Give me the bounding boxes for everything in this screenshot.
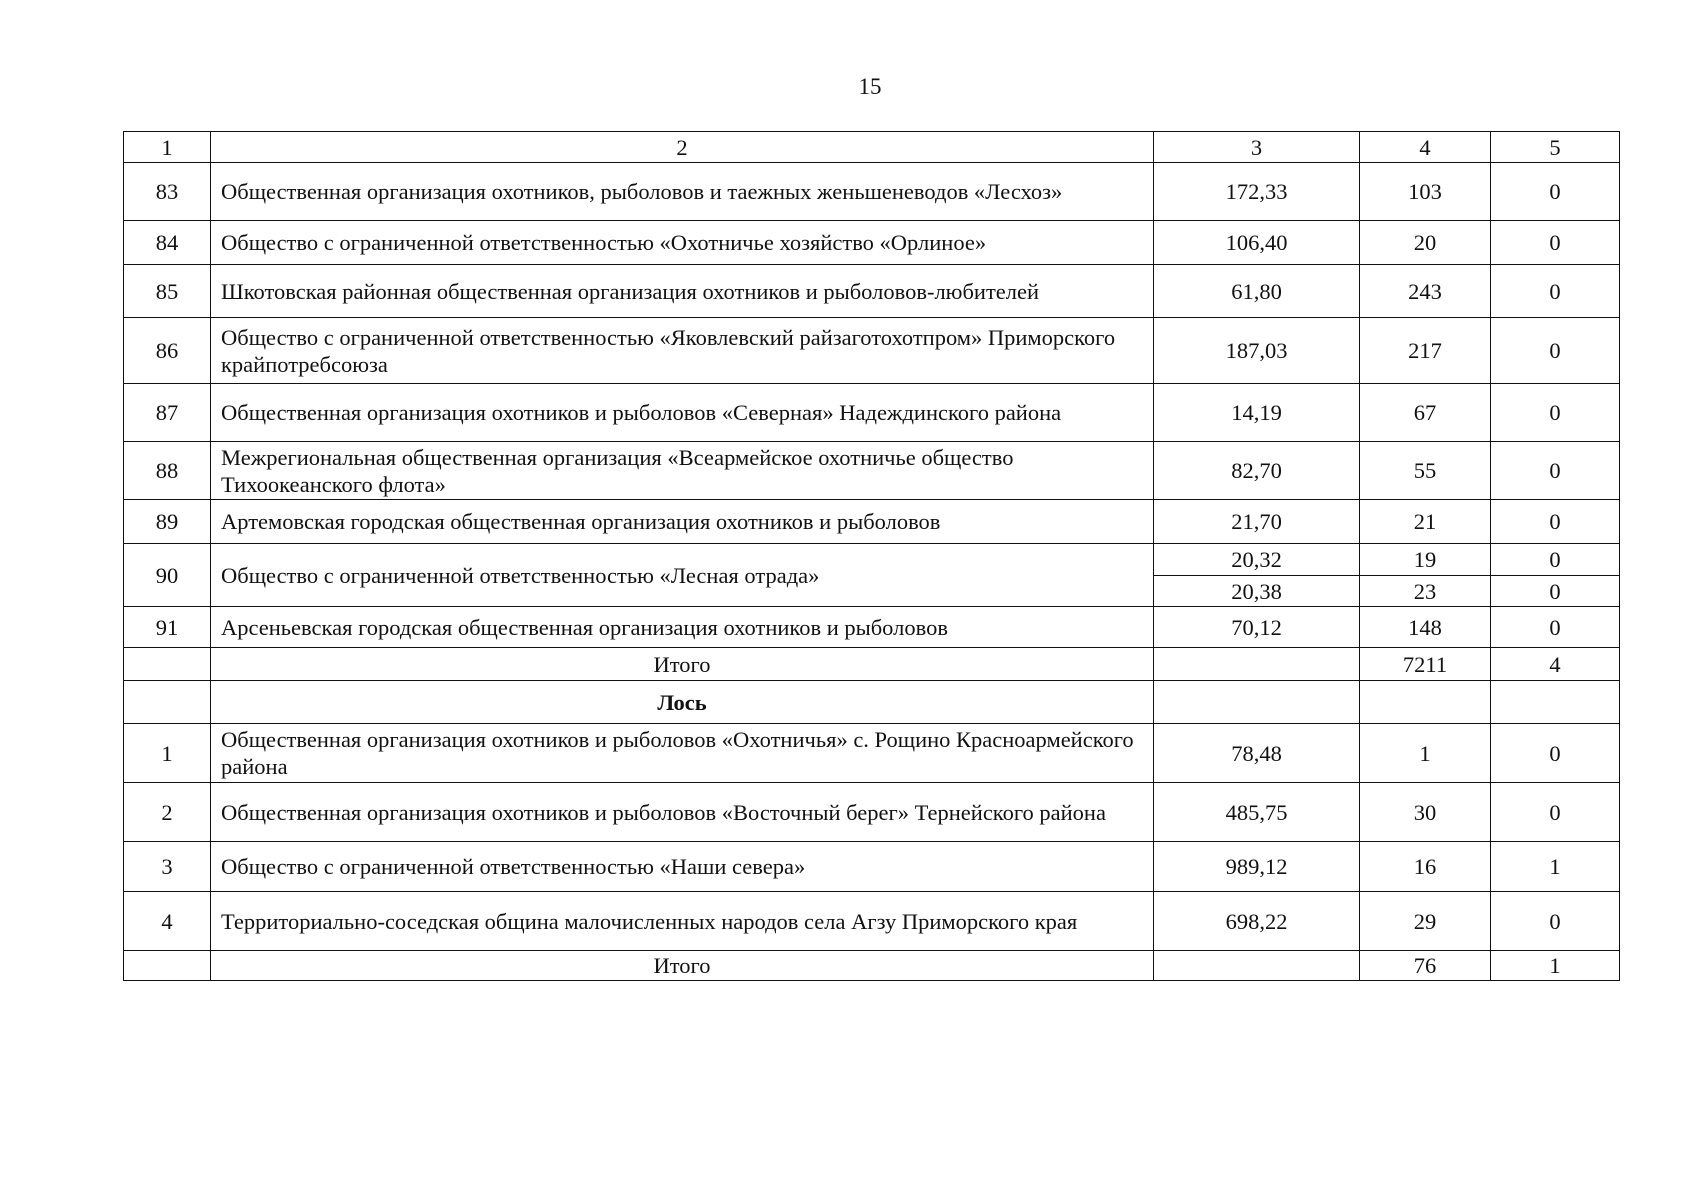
area-value: 70,12 bbox=[1154, 607, 1360, 648]
empty-cell bbox=[1360, 681, 1491, 724]
area-value: 61,80 bbox=[1154, 265, 1360, 318]
count-value: 29 bbox=[1360, 892, 1491, 951]
empty-cell bbox=[124, 681, 211, 724]
limit-value: 0 bbox=[1491, 221, 1620, 265]
row-number: 91 bbox=[124, 607, 211, 648]
limit-value: 0 bbox=[1491, 607, 1620, 648]
organization-name: Межрегиональная общественная организация «Всеармейское охотничье общество Тихоокеанского флота» bbox=[211, 442, 1154, 500]
area-value: 78,48 bbox=[1154, 724, 1360, 783]
row-number: 90 bbox=[124, 544, 211, 607]
area-value: 20,32 bbox=[1154, 544, 1360, 576]
table-row bbox=[124, 384, 1620, 442]
header-cell: 1 bbox=[124, 132, 211, 163]
organization-name: Территориально-соседская община малочисленных народов села Агзу Приморского края bbox=[211, 892, 1154, 951]
count-value: 217 bbox=[1360, 318, 1491, 384]
empty-cell bbox=[124, 648, 211, 681]
limit-value: 0 bbox=[1491, 892, 1620, 951]
area-value: 187,03 bbox=[1154, 318, 1360, 384]
count-value: 19 bbox=[1360, 544, 1491, 576]
area-value: 14,19 bbox=[1154, 384, 1360, 442]
organization-name: Общество с ограниченной ответственностью «Наши севера» bbox=[211, 842, 1154, 892]
count-value: 30 bbox=[1360, 783, 1491, 842]
limit-value: 0 bbox=[1491, 783, 1620, 842]
area-value: 698,22 bbox=[1154, 892, 1360, 951]
count-value: 21 bbox=[1360, 500, 1491, 544]
empty-cell bbox=[124, 951, 211, 981]
area-value: 485,75 bbox=[1154, 783, 1360, 842]
total-limit: 4 bbox=[1491, 648, 1620, 681]
header-cell: 2 bbox=[211, 132, 1154, 163]
count-value: 148 bbox=[1360, 607, 1491, 648]
organization-name: Общество с ограниченной ответственностью «Яковлевский райзаготохотпром» Приморского крайпотребсоюза bbox=[211, 318, 1154, 384]
organization-name: Общество с ограниченной ответственностью «Охотничье хозяйство «Орлиное» bbox=[211, 221, 1154, 265]
table-row bbox=[124, 842, 1620, 892]
row-number: 83 bbox=[124, 163, 211, 221]
row-number: 88 bbox=[124, 442, 211, 500]
organization-name: Артемовская городская общественная организация охотников и рыболовов bbox=[211, 500, 1154, 544]
table-row bbox=[124, 318, 1620, 384]
total-row bbox=[124, 648, 1620, 681]
limit-value: 0 bbox=[1491, 500, 1620, 544]
count-value: 103 bbox=[1360, 163, 1491, 221]
count-value: 23 bbox=[1360, 576, 1491, 607]
table-row bbox=[124, 163, 1620, 221]
row-number: 1 bbox=[124, 724, 211, 783]
organization-name: Общественная организация охотников, рыболовов и таежных женьшеневодов «Лесхоз» bbox=[211, 163, 1154, 221]
row-number: 86 bbox=[124, 318, 211, 384]
area-value: 20,38 bbox=[1154, 576, 1360, 607]
limit-value: 0 bbox=[1491, 576, 1620, 607]
area-value: 172,33 bbox=[1154, 163, 1360, 221]
page-number: 15 bbox=[858, 74, 882, 99]
header-cell: 4 bbox=[1360, 132, 1491, 163]
header-cell: 5 bbox=[1491, 132, 1620, 163]
empty-cell bbox=[1491, 681, 1620, 724]
section-row bbox=[124, 681, 1620, 724]
table-row bbox=[124, 783, 1620, 842]
table-row bbox=[124, 544, 1620, 576]
limit-value: 1 bbox=[1491, 842, 1620, 892]
limit-value: 0 bbox=[1491, 163, 1620, 221]
organization-name: Общественная организация охотников и рыболовов «Охотничья» с. Рощино Красноармейского района bbox=[211, 724, 1154, 783]
table-row bbox=[124, 724, 1620, 783]
table-row bbox=[124, 265, 1620, 318]
limit-value: 0 bbox=[1491, 384, 1620, 442]
row-number: 85 bbox=[124, 265, 211, 318]
organization-name: Арсеньевская городская общественная организация охотников и рыболовов bbox=[211, 607, 1154, 648]
limit-value: 0 bbox=[1491, 442, 1620, 500]
organization-name: Общественная организация охотников и рыболовов «Северная» Надеждинского района bbox=[211, 384, 1154, 442]
row-number: 84 bbox=[124, 221, 211, 265]
count-value: 243 bbox=[1360, 265, 1491, 318]
data-table bbox=[123, 131, 1620, 981]
table-row bbox=[124, 221, 1620, 265]
total-label: Итого bbox=[211, 648, 1154, 681]
area-value: 82,70 bbox=[1154, 442, 1360, 500]
table-row bbox=[124, 607, 1620, 648]
count-value: 55 bbox=[1360, 442, 1491, 500]
total-limit: 1 bbox=[1491, 951, 1620, 981]
table-row bbox=[124, 442, 1620, 500]
row-number: 4 bbox=[124, 892, 211, 951]
count-value: 16 bbox=[1360, 842, 1491, 892]
table-row bbox=[124, 500, 1620, 544]
organization-name: Шкотовская районная общественная организация охотников и рыболовов-любителей bbox=[211, 265, 1154, 318]
table-row bbox=[124, 892, 1620, 951]
total-row bbox=[124, 951, 1620, 981]
total-count: 7211 bbox=[1360, 648, 1491, 681]
empty-cell bbox=[1154, 681, 1360, 724]
total-count: 76 bbox=[1360, 951, 1491, 981]
header-cell: 3 bbox=[1154, 132, 1360, 163]
row-number: 87 bbox=[124, 384, 211, 442]
count-value: 1 bbox=[1360, 724, 1491, 783]
empty-cell bbox=[1154, 951, 1360, 981]
section-title: Лось bbox=[211, 681, 1154, 724]
area-value: 989,12 bbox=[1154, 842, 1360, 892]
limit-value: 0 bbox=[1491, 544, 1620, 576]
area-value: 21,70 bbox=[1154, 500, 1360, 544]
row-number: 89 bbox=[124, 500, 211, 544]
organization-name: Общественная организация охотников и рыболовов «Восточный берег» Тернейского района bbox=[211, 783, 1154, 842]
count-value: 67 bbox=[1360, 384, 1491, 442]
limit-value: 0 bbox=[1491, 318, 1620, 384]
area-value: 106,40 bbox=[1154, 221, 1360, 265]
limit-value: 0 bbox=[1491, 265, 1620, 318]
row-number: 2 bbox=[124, 783, 211, 842]
empty-cell bbox=[1154, 648, 1360, 681]
count-value: 20 bbox=[1360, 221, 1491, 265]
limit-value: 0 bbox=[1491, 724, 1620, 783]
row-number: 3 bbox=[124, 842, 211, 892]
total-label: Итого bbox=[211, 951, 1154, 981]
organization-name: Общество с ограниченной ответственностью «Лесная отрада» bbox=[211, 544, 1154, 607]
table-header-row bbox=[124, 132, 1620, 163]
